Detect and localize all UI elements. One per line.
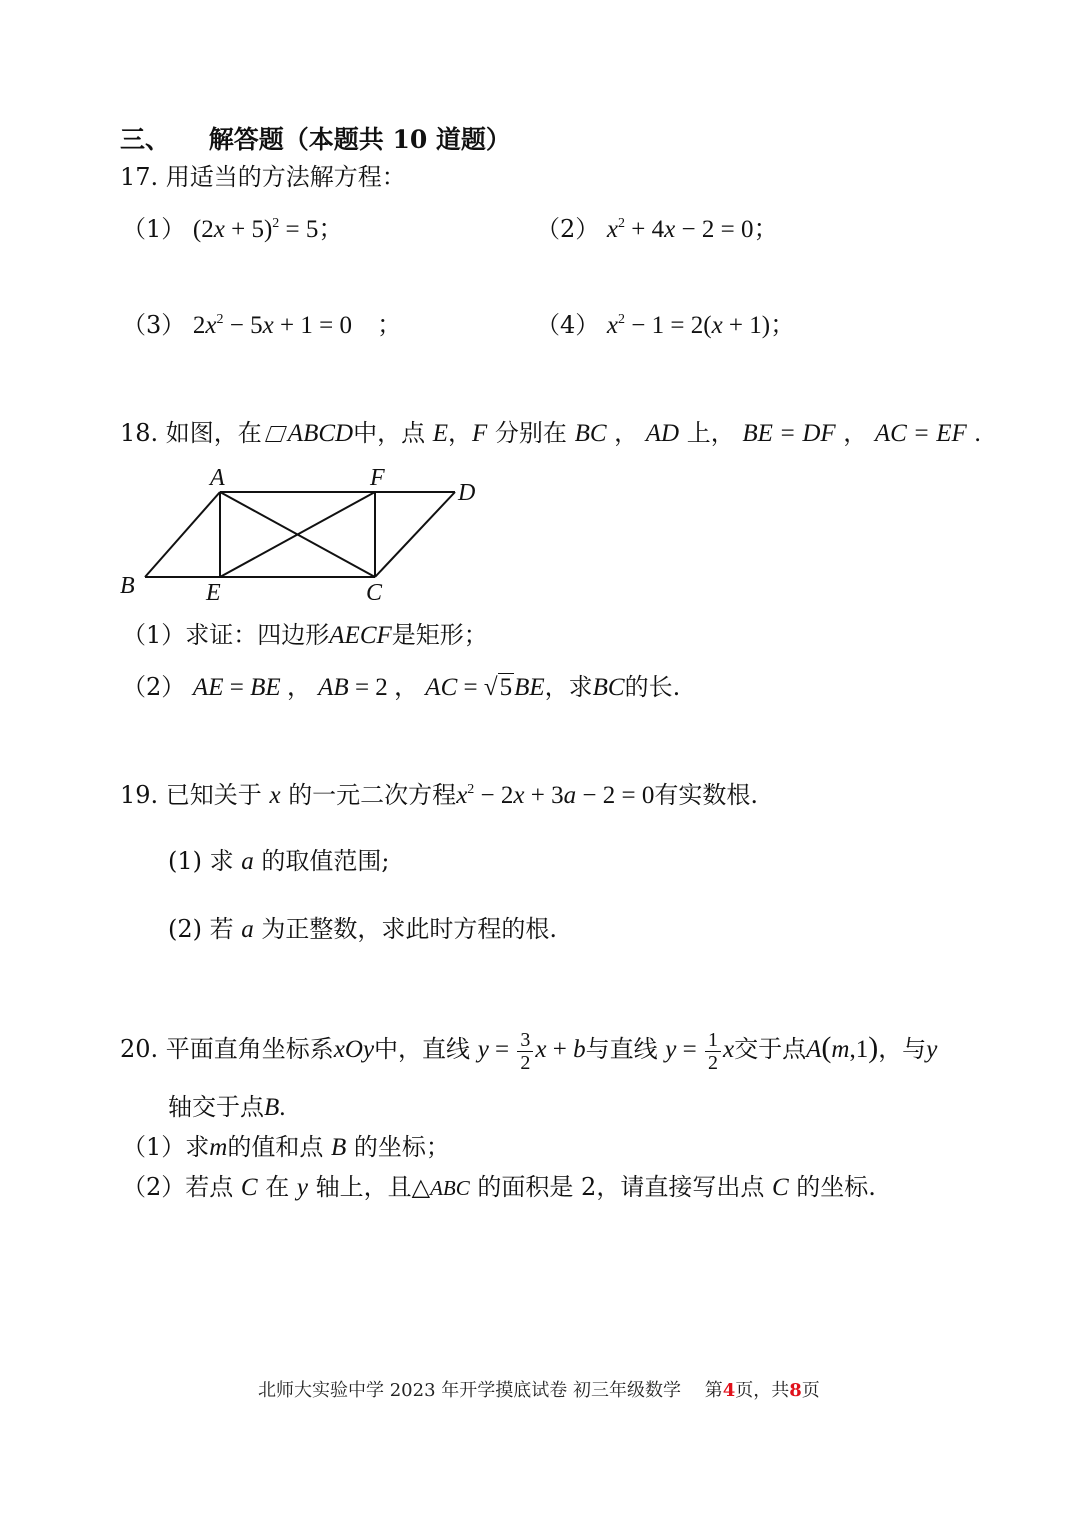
q17-eq4: $x^2 - 1 = 2(x + 1)$； bbox=[606, 312, 796, 339]
page-indicator: 第4页，共8页 bbox=[704, 1380, 820, 1401]
label-C: C bbox=[366, 580, 383, 606]
q17-part3: （3） $2x^2 - 5x + 1 = 0$ ； bbox=[122, 311, 402, 339]
label-F: F bbox=[370, 465, 385, 491]
q18-part1: （1）求证：四边形AECF是矩形； bbox=[122, 621, 488, 649]
q20-part1: （1）求m的值和点 B 的坐标； bbox=[122, 1133, 450, 1161]
page-footer bbox=[258, 1376, 820, 1402]
q17-eq2: $x^2 + 4x - 2 = 0$； bbox=[606, 216, 779, 243]
q20-part2: （2）若点 C 在 y 轴上，且△ABC 的面积是 2，请直接写出点 C 的坐标. bbox=[122, 1173, 876, 1201]
footer-title: 北师大实验中学 2023 年开学摸底试卷 初三年级数学 bbox=[258, 1380, 681, 1401]
point-A: A(m,1) bbox=[806, 1031, 879, 1064]
label-D: D bbox=[458, 480, 476, 506]
q17-part2: （2） $x^2 + 4x - 2 = 0$； bbox=[536, 215, 779, 243]
q19-part1: (1) 求 a 的取值范围; bbox=[168, 847, 390, 875]
section-heading bbox=[120, 120, 511, 156]
question-18-stem: 18. 如图，在 ABCD中，点 E，F 分别在 BC ， AD 上， BE = DF ， AC = EF . bbox=[120, 419, 981, 447]
question-19-stem: 19. 已知关于 x 的一元二次方程$x^2 - 2x + 3a - 2 = 0$有实数根. bbox=[120, 781, 758, 809]
line2-equation: y = $\frac{1}{2}$ x bbox=[665, 1028, 735, 1074]
q17-eq1: $(2x + 5)^2 = 5$； bbox=[192, 216, 344, 243]
q17-part1: （1） $(2x + 5)^2 = 5$； bbox=[122, 215, 344, 243]
segment-CD bbox=[375, 492, 455, 577]
line1-equation: y = $\frac{3}{2}$ x + b bbox=[477, 1028, 586, 1074]
section-title: 解答题（本题共 10 道题） bbox=[208, 125, 511, 154]
q19-part2: (2) 若 a 为正整数，求此时方程的根. bbox=[168, 915, 558, 943]
section-number: 三、 bbox=[120, 125, 171, 154]
label-A: A bbox=[210, 465, 225, 491]
question-20-stem: 20. 平面直角坐标系xOy中，直线 y = $\frac{3}{2}$ x + b与直线 y = $\frac{1}{2}$ x交于点A(m,1)，与y bbox=[120, 1028, 938, 1074]
parallelogram-figure bbox=[110, 460, 500, 610]
q17-part4: （4） $x^2 - 1 = 2(x + 1)$； bbox=[536, 311, 796, 339]
total-pages: 8 bbox=[789, 1380, 802, 1401]
parallelogram-symbol bbox=[265, 426, 287, 442]
q17-eq3: $2x^2 - 5x + 1 = 0$ ； bbox=[192, 312, 402, 339]
current-page: 4 bbox=[722, 1380, 736, 1401]
q19-equation: $x^2 - 2x + 3a - 2 = 0$ bbox=[456, 782, 655, 809]
q18-conditions: AE = BE ， AB = 2 ， AC = √5BE bbox=[192, 674, 545, 701]
q20-stem-line2: 轴交于点B. bbox=[168, 1093, 286, 1121]
label-B: B bbox=[120, 573, 135, 599]
segment-AB bbox=[145, 492, 220, 577]
q18-part2: （2） AE = BE ， AB = 2 ， AC = √5BE，求BC的长. bbox=[122, 673, 681, 701]
label-E: E bbox=[206, 580, 221, 606]
question-17-stem: 17. 用适当的方法解方程： bbox=[120, 163, 406, 191]
